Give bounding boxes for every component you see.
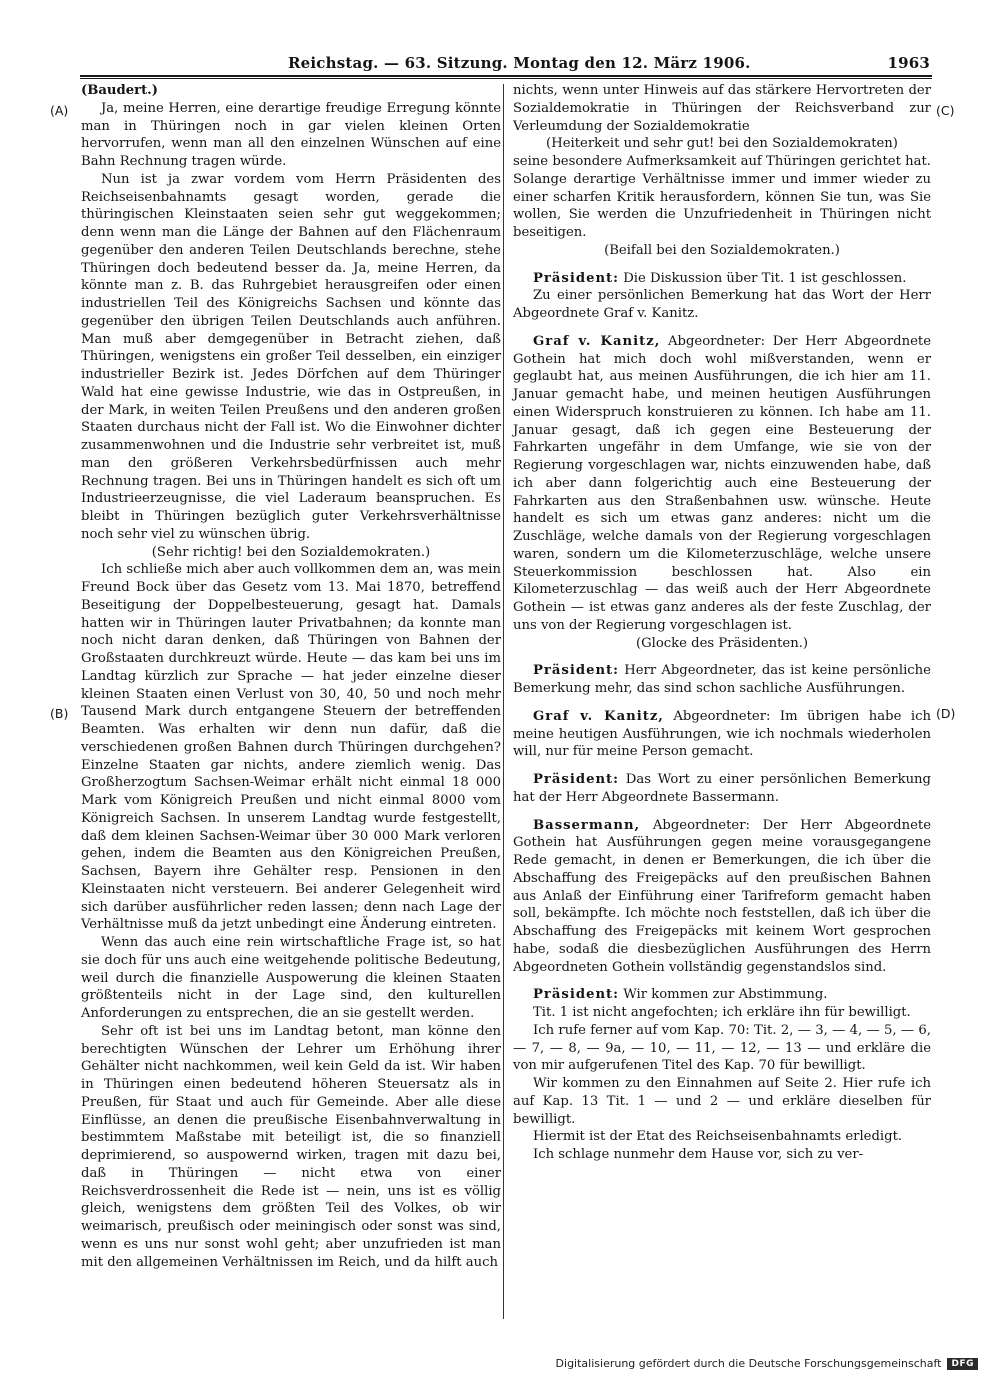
paragraph: Sehr oft ist bei uns im Landtag betont, man könne den berechtigten Wünschen der Lehrer um Erhöhung ihrer Gehälter nicht nachkommen, weil kein Geld da ist. Wir haben in Thüringen einen bedeutend höheren Steuersatz als in Preußen, für Staat und auch für Gemeinde. Aber alle diese Einflüsse, an denen die preußische Eisenbahnverwaltung in bestimmtem Maßstabe mit beteiligt ist, die so finanziell deprimierend, so auspowernd wirken, tragen mit dazu bei, daß in Thüringen — nicht etwa von einer Reichsverdrossenheit die Rede ist — nein, uns ist es völlig gleich, wenigstens dem größten Teil des Volkes, ob wir weimarisch, preußisch oder meiningisch oder sonst was sind, wenn es uns nur sonst wohl geht; aber unzufrieden ist man mit den allgemeinen Verhältnissen im Reich, und da hilft auch <box>81 1023 501 1270</box>
speech-text: Abgeordneter: Der Herr Abgeordnete Gothein hat Ausführungen gegen meine vorausgegangene Rede gemacht, in denen er Bemerkungen, die ich über die Abschaffung des Freigepäcks auf den preußischen Bahnen aus Anlaß der Einführung einer Tarifreform gemacht haben soll, bekämpfte. Ich möchte noch feststellen, daß ich über die Abschaffung des Freigepäcks mit keinem Wort gesprochen habe, sodaß die diesbezüglichen Ausführungen des Herrn Abgeordneten Gothein vollständig gegenstandslos sind. <box>513 817 931 975</box>
margin-mark-b: (B) <box>50 706 69 721</box>
speech <box>513 771 931 807</box>
speaker-name: Präsident: <box>533 270 620 286</box>
running-title: Reichstag. — 63. Sitzung. Montag den 12. März 1906. <box>288 54 751 72</box>
speech <box>513 986 931 1004</box>
paragraph: Nun ist ja zwar vordem vom Herrn Präsidenten des Reichseisenbahnamts gesagt worden, gerade die thüringischen Kleinstaaten seien sehr gut weggekommen; denn wenn man die Länge der Bahnen auf den Flächenraum gegenüber den anderen Teilen Deutschlands berechne, stehe Thüringen doch bedeutend besser da. Ja, meine Herren, da könnte man z. B. das Ruhrgebiet herausgreifen oder einen industriellen Teil des Königreichs Sachsen und könnte das gegenüber den übrigen Teilen Deutschlands auch anführen. Man muß aber demgegenüber in Betracht ziehen, daß Thüringen, wenigstens ein großer Teil desselben, ein einziger industrieller Bezirk ist. Jedes Dörfchen auf dem Thüringer Wald hat eine gewisse Industrie, wie das in Ostpreußen, in der Mark, in weiten Teilen Preußens und den anderen großen Staaten durchaus nicht der Fall ist. Wo die Einwohner dichter zusammenwohnen und die Industrie sehr verbreitet ist, muß man den größeren Verkehrsbedürfnissen auch mehr Rechnung tragen. Bei uns in Thüringen handelt es sich oft um Industrieerzeugnisse, die viel Laderaum beanspruchen. Es bleibt in Thüringen bezüglich guter Verkehrsverhältnisse noch sehr viel zu wünschen übrig. <box>81 171 501 542</box>
speech-text: Herr Abgeordneter, das ist keine persönliche Bemerkung mehr, das sind schon sachliche Ausführungen. <box>513 663 931 696</box>
paragraph: Zu einer persönlichen Bemerkung hat das Wort der Herr Abgeordnete Graf v. Kanitz. <box>513 288 931 321</box>
speaker-name: Präsident: <box>533 772 620 787</box>
column-separator <box>503 84 504 1319</box>
speaker-name: Präsident: <box>533 663 620 679</box>
speaker-name: Bassermann, <box>533 817 641 833</box>
header-rule <box>80 75 932 77</box>
paragraph: Ich schließe mich aber auch vollkommen dem an, was mein Freund Bock über das Gesetz vom 13. Mai 1870, betreffend Beseitigung der Doppelbesteuerung, gesagt hat. Damals hatten wir in Thüringen lauter Privatbahnen; da konnte man noch nicht daran denken, daß Thüringen von Bahnen der Großstaaten durchkreuzt würde. Heute — das kam bei uns im Landtag kürzlich zur Sprache — hat jeder einzelne dieser kleinen Staaten einen Verlust von 30, 40, 50 und noch mehr Tausend Mark durch entgangene Steuern der betreffenden Beamten. Was erhalten wir denn nun dafür, daß die verschiedenen großen Bahnen durch Thüringen durchgehen? Einzelne Staaten gar nichts, andere ziemlich wenig. Das Großherzogtum Sachsen-Weimar erhält nicht einmal 18 000 Mark vom Königreich Preußen und nicht einmal 8000 vom Königreich Sachsen. In unserem Landtag wurde festgestellt, daß dem kleinen Sachsen-Weimar über 30 000 Mark verloren gehen, indem die Beamten aus den Königreichen Preußen, Sachsen, Bayern ihre Gehälter resp. Pensionen in den Kleinstaaten nicht versteuern. Bei anderer Gelegenheit wird sich darüber ausführlicher reden lassen; denn nach Lage der Verhältnisse muß da jetzt unbedingt eine Änderung eintreten. <box>81 562 501 933</box>
header-rule-thin <box>80 78 932 79</box>
margin-mark-a: (A) <box>50 103 69 118</box>
right-column <box>513 82 931 1164</box>
margin-mark-d: (D) <box>936 706 956 721</box>
paragraph: Wenn das auch eine rein wirtschaftliche Frage ist, so hat sie doch für uns auch eine weitgehende politische Bedeutung, weil durch die finanzielle Auspowerung die kleinen Staaten größtenteils nicht in der Lage sind, den kulturellen Anforderungen zu entsprechen, die an sie gestellt werden. <box>81 935 501 1021</box>
margin-mark-c: (C) <box>936 103 955 118</box>
paragraph: seine besondere Aufmerksamkeit auf Thüringen gerichtet hat. Solange derartige Verhältnisse immer und immer wieder zu einer scharfen Kritik herausfordern, können Sie tun, was Sie wollen, Sie werden die Unzufriedenheit in Thüringen nicht beseitigen. <box>513 154 931 240</box>
interjection: (Beifall bei den Sozialdemokraten.) <box>604 242 840 258</box>
page-header <box>78 50 930 78</box>
interjection: (Heiterkeit und sehr gut! bei den Sozialdemokraten) <box>546 136 898 152</box>
speech-text: Abgeordneter: Der Herr Abgeordnete Gothein hat mich doch wohl mißverstanden, wenn er geglaubt hat, aus meinen Ausführungen, die ich hier am 11. Januar gemacht habe, und meinen heutigen Ausführungen einen Widerspruch konstruieren zu können. Ich habe am 11. Januar gesagt, daß ich gegen eine Besteuerung der Fahrkarten ungefähr in dem Umfange, wie sie von der Regierung vorgeschlagen war, nichts einzuwenden habe, daß ich aber dann folgerichtig auch eine Besteuerung der Fahrkarten aus den Straßenbahnen usw. wünsche. Heute handelt es sich um etwas ganz anderes: nicht um die Zuschläge, welche damals von der Regierung vorgeschlagen waren, sondern um die Kilometerzuschläge, welche unsere Steuerkommission beschlossen hat. Also ein Kilometerzuschlag — das weiß auch der Herr Abgeordnete Gothein — ist etwas ganz anderes als der feste Zuschlag, der uns von der Regierung vorgeschlagen ist. <box>513 333 931 633</box>
speaker-label: (Baudert.) <box>81 83 159 98</box>
dfg-logo: DFG <box>947 1358 978 1370</box>
speech-text: Das Wort zu einer persönlichen Bemerkung hat der Herr Abgeordnete Bassermann. <box>513 772 931 805</box>
speaker-name: Präsident: <box>533 987 620 1003</box>
paragraph: Tit. 1 ist nicht angefochten; ich erkläre ihn für bewilligt. <box>533 1005 911 1020</box>
speech-text: Wir kommen zur Abstimmung. <box>623 987 828 1003</box>
page-number: 1963 <box>887 54 930 72</box>
interjection: (Glocke des Präsidenten.) <box>635 635 809 651</box>
speech <box>513 333 931 635</box>
digitization-footer <box>556 1357 978 1370</box>
paragraph: Wir kommen zu den Einnahmen auf Seite 2. Hier rufe ich auf Kap. 13 Tit. 1 — und 2 — und erkläre dieselben für bewilligt. <box>513 1076 931 1127</box>
speech-text: Die Diskussion über Tit. 1 ist geschlossen. <box>623 270 907 286</box>
paragraph: Ja, meine Herren, eine derartige freudige Erregung könnte man in Thüringen noch in gar vielen kleinen Orten hervorrufen, wenn man all den einzelnen Wünschen auf eine Bahn Rechnung tragen würde. <box>81 100 501 169</box>
paragraph: Hiermit ist der Etat des Reichseisenbahnamts erledigt. <box>533 1129 903 1145</box>
speech <box>513 708 931 761</box>
speech <box>513 817 931 977</box>
speech-text: Abgeordneter: Im übrigen habe ich meine heutigen Ausführungen, wie ich nochmals wiederholen will, nur für meine Person gemacht. <box>513 708 931 760</box>
speech <box>513 662 931 698</box>
speech <box>513 270 931 288</box>
interjection: (Sehr richtig! bei den Sozialdemokraten.) <box>151 544 431 560</box>
speaker-name: Graf v. Kanitz, <box>533 708 664 724</box>
footer-text: Digitalisierung gefördert durch die Deutsche Forschungsgemeinschaft <box>555 1357 942 1370</box>
left-column <box>81 82 501 1271</box>
paragraph: nichts, wenn unter Hinweis auf das stärkere Hervortreten der Sozialdemokratie in Thüringen der Reichsverband zur Verleumdung der Sozialdemokratie <box>513 83 931 134</box>
paragraph: Ich rufe ferner auf vom Kap. 70: Tit. 2, — 3, — 4, — 5, — 6, — 7, — 8, — 9a, — 10, — 11, — 12, — 13 — und erkläre die von mir aufgerufenen Titel des Kap. 70 für bewilligt. <box>513 1022 931 1074</box>
speaker-name: Graf v. Kanitz, <box>533 333 661 349</box>
paragraph: Ich schlage nunmehr dem Hause vor, sich zu ver- <box>533 1147 864 1162</box>
